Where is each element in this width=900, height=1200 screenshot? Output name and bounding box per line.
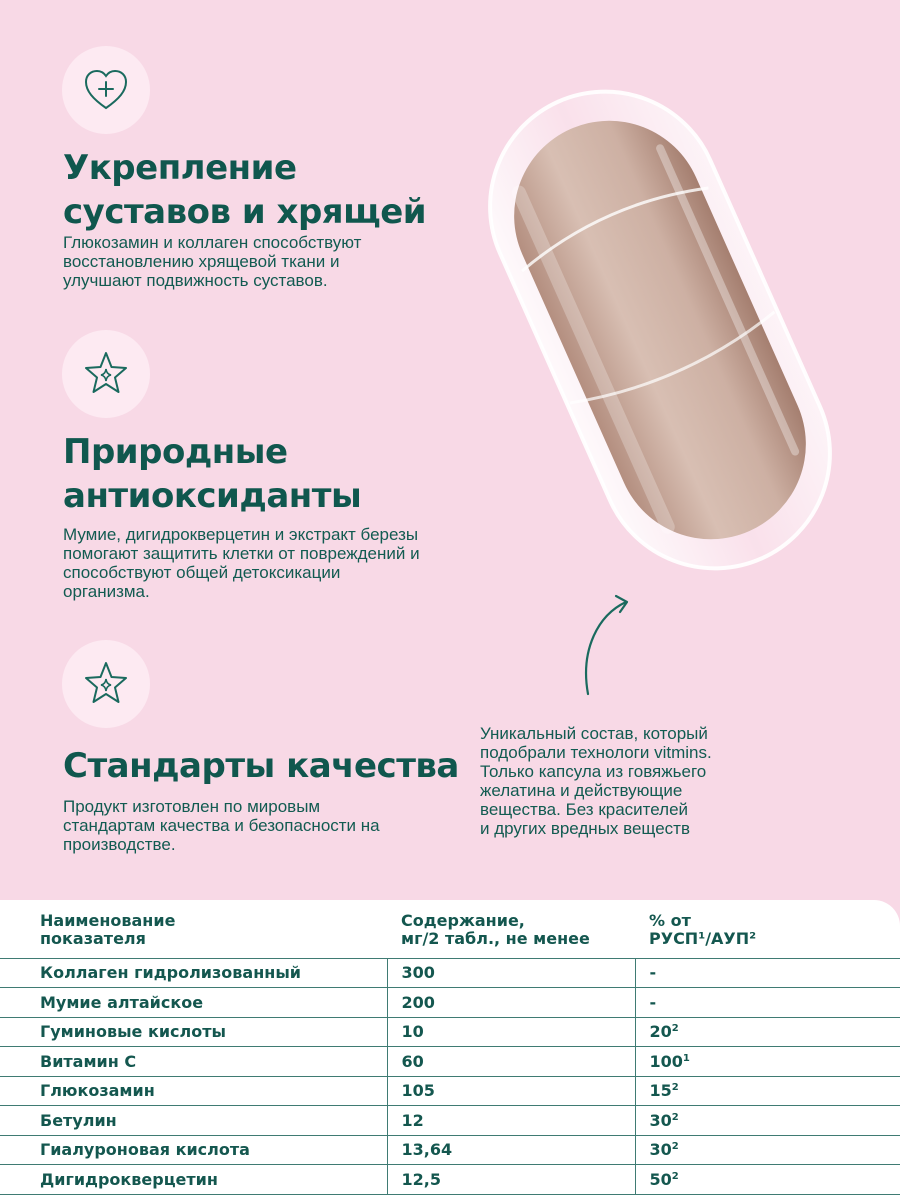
feature-3-desc-line-3: производстве. — [63, 835, 176, 854]
table-row — [0, 1135, 900, 1165]
feature-1-desc-line-2: восстановлению хрящевой ткани и — [63, 252, 340, 271]
feature-3-icon-circle — [62, 640, 150, 728]
row-amount: 12 — [387, 1106, 635, 1136]
curved-arrow-icon — [578, 590, 638, 700]
note-line-5: вещества. Без красителей — [480, 800, 689, 819]
feature-3-description — [63, 797, 380, 854]
heart-plus-icon — [81, 65, 131, 115]
table-row — [0, 988, 900, 1018]
row-percent-footnote: 2 — [671, 1023, 679, 1035]
row-percent — [635, 988, 900, 1018]
row-percent-value: - — [649, 963, 657, 983]
feature-3-desc-line-1: Продукт изготовлен по мировым — [63, 797, 321, 816]
feature-1-title-line-2: суставов и хрящей — [63, 192, 427, 232]
feature-2-desc-line-3: способствуют общей детоксикации — [63, 563, 341, 582]
table-row — [0, 1047, 900, 1077]
row-percent-footnote: 2 — [671, 1082, 679, 1094]
row-percent-value: - — [649, 992, 657, 1012]
row-amount: 105 — [387, 1076, 635, 1106]
feature-1-description — [63, 233, 361, 290]
row-percent-value: 30 — [649, 1140, 672, 1160]
capsule-illustration — [440, 70, 900, 590]
feature-3-title — [63, 744, 459, 788]
row-amount: 12,5 — [387, 1165, 635, 1195]
row-percent — [635, 1165, 900, 1195]
row-name: Витамин С — [0, 1047, 387, 1077]
table-row — [0, 1076, 900, 1106]
header-name-line-1: Наименование — [40, 911, 176, 930]
feature-2-desc-line-2: помогают защитить клетки от повреждений и — [63, 544, 420, 563]
row-amount: 200 — [387, 988, 635, 1018]
row-percent-value: 20 — [649, 1022, 672, 1042]
feature-2-icon-circle — [62, 330, 150, 418]
row-percent — [635, 958, 900, 988]
table-row — [0, 1106, 900, 1136]
feature-1-title — [63, 146, 426, 234]
row-percent-value: 50 — [649, 1169, 672, 1189]
note-line-4: желатина и действующие — [480, 781, 683, 800]
feature-2-title — [63, 430, 361, 518]
row-name: Гуминовые кислоты — [0, 1017, 387, 1047]
composition-table — [0, 900, 900, 1195]
composition-note — [480, 724, 770, 838]
row-percent-footnote: 2 — [671, 1111, 679, 1123]
row-name: Гиалуроновая кислота — [0, 1135, 387, 1165]
header-name — [0, 900, 387, 958]
row-amount: 300 — [387, 958, 635, 988]
row-percent — [635, 1017, 900, 1047]
header-percent-line-2: РУСП¹/АУП² — [649, 929, 757, 948]
row-name: Бетулин — [0, 1106, 387, 1136]
feature-2-desc-line-1: Мумие, дигидрокверцетин и экстракт березы — [63, 525, 419, 544]
row-name: Коллаген гидролизованный — [0, 958, 387, 988]
table-row — [0, 1017, 900, 1047]
feature-1-title-line-1: Укрепление — [63, 148, 297, 188]
row-percent — [635, 1076, 900, 1106]
note-line-3: Только капсула из говяжьего — [480, 762, 707, 781]
feature-2-title-line-1: Природные — [63, 432, 288, 472]
feature-2-description — [63, 525, 420, 601]
header-amount-line-2: мг/2 табл., не менее — [401, 929, 590, 948]
header-amount-line-1: Содержание, — [401, 911, 525, 930]
row-percent — [635, 1106, 900, 1136]
table-row — [0, 958, 900, 988]
header-percent-line-1: % от — [649, 911, 691, 930]
feature-2-title-line-2: антиоксиданты — [63, 476, 362, 516]
star-sparkle-icon — [80, 348, 132, 400]
header-percent — [635, 900, 900, 958]
star-sparkle-icon — [80, 658, 132, 710]
feature-3-desc-line-2: стандартам качества и безопасности на — [63, 816, 380, 835]
row-percent — [635, 1047, 900, 1077]
feature-2-desc-line-4: организма. — [63, 582, 150, 601]
row-percent — [635, 1135, 900, 1165]
row-percent-footnote: 1 — [682, 1052, 690, 1064]
row-amount: 10 — [387, 1017, 635, 1047]
row-amount: 60 — [387, 1047, 635, 1077]
note-line-2: подобрали технологи vitmins. — [480, 743, 712, 762]
row-name: Дигидрокверцетин — [0, 1165, 387, 1195]
row-name: Глюкозамин — [0, 1076, 387, 1106]
header-name-line-2: показателя — [40, 929, 146, 948]
row-percent-footnote: 2 — [671, 1141, 679, 1153]
row-percent-value: 100 — [649, 1051, 683, 1071]
row-percent-value: 30 — [649, 1110, 672, 1130]
feature-1-icon-circle — [62, 46, 150, 134]
feature-1-desc-line-1: Глюкозамин и коллаген способствуют — [63, 233, 362, 252]
feature-3-title-line: Стандарты качества — [63, 746, 459, 786]
table-row — [0, 1165, 900, 1195]
row-name: Мумие алтайское — [0, 988, 387, 1018]
composition-table-panel — [0, 900, 900, 1200]
row-amount: 13,64 — [387, 1135, 635, 1165]
table-header-row — [0, 900, 900, 958]
feature-1-desc-line-3: улучшают подвижность суставов. — [63, 271, 328, 290]
row-percent-value: 15 — [649, 1081, 672, 1101]
header-amount — [387, 900, 635, 958]
note-line-6: и других вредных веществ — [480, 819, 691, 838]
note-line-1: Уникальный состав, который — [480, 724, 708, 743]
row-percent-footnote: 2 — [671, 1170, 679, 1182]
